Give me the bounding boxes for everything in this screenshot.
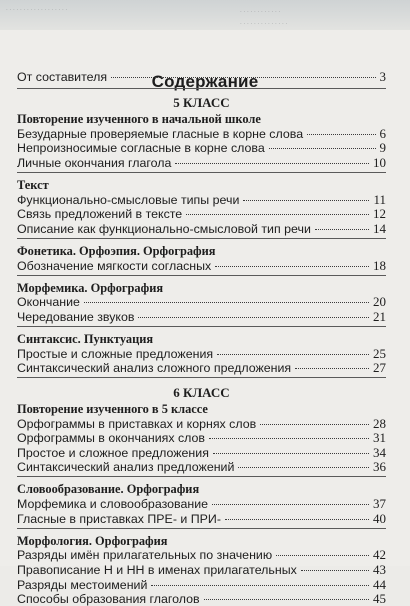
toc-entry [17,548,386,562]
toc-entry-page: 10 [373,155,386,170]
toc-entry-page: 6 [379,125,386,141]
dot-leader [301,570,369,571]
dot-leader [212,504,369,505]
toc-entry-title: Синтаксический анализ сложного предложения [17,361,292,376]
dot-leader [151,585,369,586]
section-heading: Фонетика. Орфоэпия. Орфография [17,244,216,258]
toc-entry-title: Окончание [17,295,80,310]
dot-leader [295,368,369,369]
dot-leader [215,266,369,267]
toc-entry-title: Обозначение мягкости согласных [17,258,212,273]
toc-entry [17,193,386,207]
dot-leader [307,134,375,135]
toc-entry [17,460,386,474]
section-divider [17,377,386,378]
toc-entry [17,431,386,445]
toc-entry-title: Описание как функционально-смысловой тип речи [17,221,311,236]
toc-entry-title: Разряды местоимений [17,577,148,592]
toc-entry-page: 44 [373,576,386,592]
toc-entry-page: 43 [373,561,386,577]
toc-entry [17,497,386,511]
toc-entry-title: Функционально-смысловые типы речи [17,192,240,207]
dot-leader [204,599,369,600]
dot-leader [186,214,369,215]
dot-leader [217,354,369,355]
section-divider [17,238,386,239]
section-heading: Повторение изученного в 5 классе [17,401,208,416]
toc-entry-title: Личные окончания глагола [17,156,172,170]
toc-entry-page: 12 [373,206,386,222]
bleed-text: . . . . . . . . . . . . . . [240,18,288,26]
toc-entry-page: 25 [373,345,386,361]
toc-entry-page: 28 [373,415,386,431]
toc-entry-title: Орфограммы в приставках и корнях слов [17,416,257,431]
dot-leader [260,424,369,425]
section-heading: Морфемика. Орфография [17,280,164,295]
toc-entry-page: 21 [373,308,386,324]
section-divider [17,275,386,276]
page-title: Содержание [151,72,259,91]
toc-entry-page: 9 [379,140,386,156]
toc-entry-page: 20 [373,294,386,310]
section-divider [17,528,386,529]
toc-entry [17,361,386,375]
toc-entry-page: 36 [373,459,386,475]
toc-entry-page: 40 [373,510,386,526]
toc-entry-title: Синтаксический анализ предложений [17,460,235,475]
toc-entry [17,259,386,273]
dot-leader [138,317,369,318]
dot-leader [238,467,369,468]
section-divider [17,88,386,89]
toc-entry-page: 27 [373,360,386,376]
toc-entry-title: Непроизносимые согласные в корне слова [17,141,265,156]
toc-entry [17,207,386,221]
toc-entry-title: Чередование звуков [17,309,135,324]
section-heading: Текст [17,178,49,193]
section-heading: Синтаксис. Пунктуация [17,332,154,346]
toc-entry-page: 42 [373,547,386,563]
toc-entry-title: Безударные проверяемые гласные в корне слова [17,126,304,141]
section-heading: Повторение изученного в начальной школе [17,112,261,127]
toc-entry [17,446,386,460]
toc-entry-title: Разряды имён прилагательных по значению [17,548,273,563]
dot-leader [213,453,369,454]
toc-entry [17,578,386,592]
toc-entry-title: От составителя [17,70,108,84]
toc-entry-page: 45 [373,591,386,606]
toc-entry-title: Простые и сложные предложения [17,346,214,361]
toc-entry-page: 3 [379,69,386,84]
dot-leader [269,148,376,149]
grade-heading: 6 КЛАСС [173,384,230,400]
dot-leader [276,555,369,556]
toc-entry [17,295,386,309]
toc-entry [17,141,386,155]
dot-leader [84,302,369,303]
dot-leader [225,519,369,520]
dot-leader [175,163,369,164]
toc-entry-page: 11 [373,191,386,207]
bleed-text: . . . . . . . . . . . . . . . . . . [6,4,68,12]
toc-entry-page: 18 [373,257,386,273]
toc-entry-title: Орфограммы в окончаниях слов [17,431,206,446]
toc-entry-title: Связь предложений в тексте [17,207,183,222]
dot-leader [243,200,369,201]
section-divider [17,172,386,173]
toc-entry-page: 31 [373,430,386,446]
grade-heading: 5 КЛАСС [173,95,230,111]
toc-entry [17,563,386,577]
toc-entry-title: Морфемика и словообразование [17,497,209,511]
section-heading: Морфология. Орфография [17,533,168,548]
toc-page [0,30,410,606]
toc-entry [17,417,386,431]
toc-entry [17,127,386,141]
section-heading: Словообразование. Орфография [17,482,200,497]
toc-entry-page: 37 [373,496,386,511]
section-divider [17,326,386,327]
toc-entry [17,70,386,84]
toc-entry-title: Гласные в приставках ПРЕ- и ПРИ- [17,511,221,526]
toc-entry-title: Правописание Н и НН в именах прилагательных [17,562,297,577]
toc-entry [17,512,386,526]
toc-entry-title: Простое и сложное предложения [17,445,209,460]
section-divider [17,476,386,477]
dot-leader [111,77,375,78]
dot-leader [315,229,369,230]
toc-entry [17,156,386,170]
toc-entry-title: Способы образования глаголов [17,592,200,606]
toc-entry [17,592,386,606]
bleed-text: . . . . . . . . . . . . [240,6,281,14]
toc-entry [17,222,386,236]
dot-leader [209,438,369,439]
toc-entry [17,347,386,361]
toc-entry-page: 14 [373,220,386,236]
toc-entry-page: 34 [373,444,386,460]
toc-entry [17,310,386,324]
